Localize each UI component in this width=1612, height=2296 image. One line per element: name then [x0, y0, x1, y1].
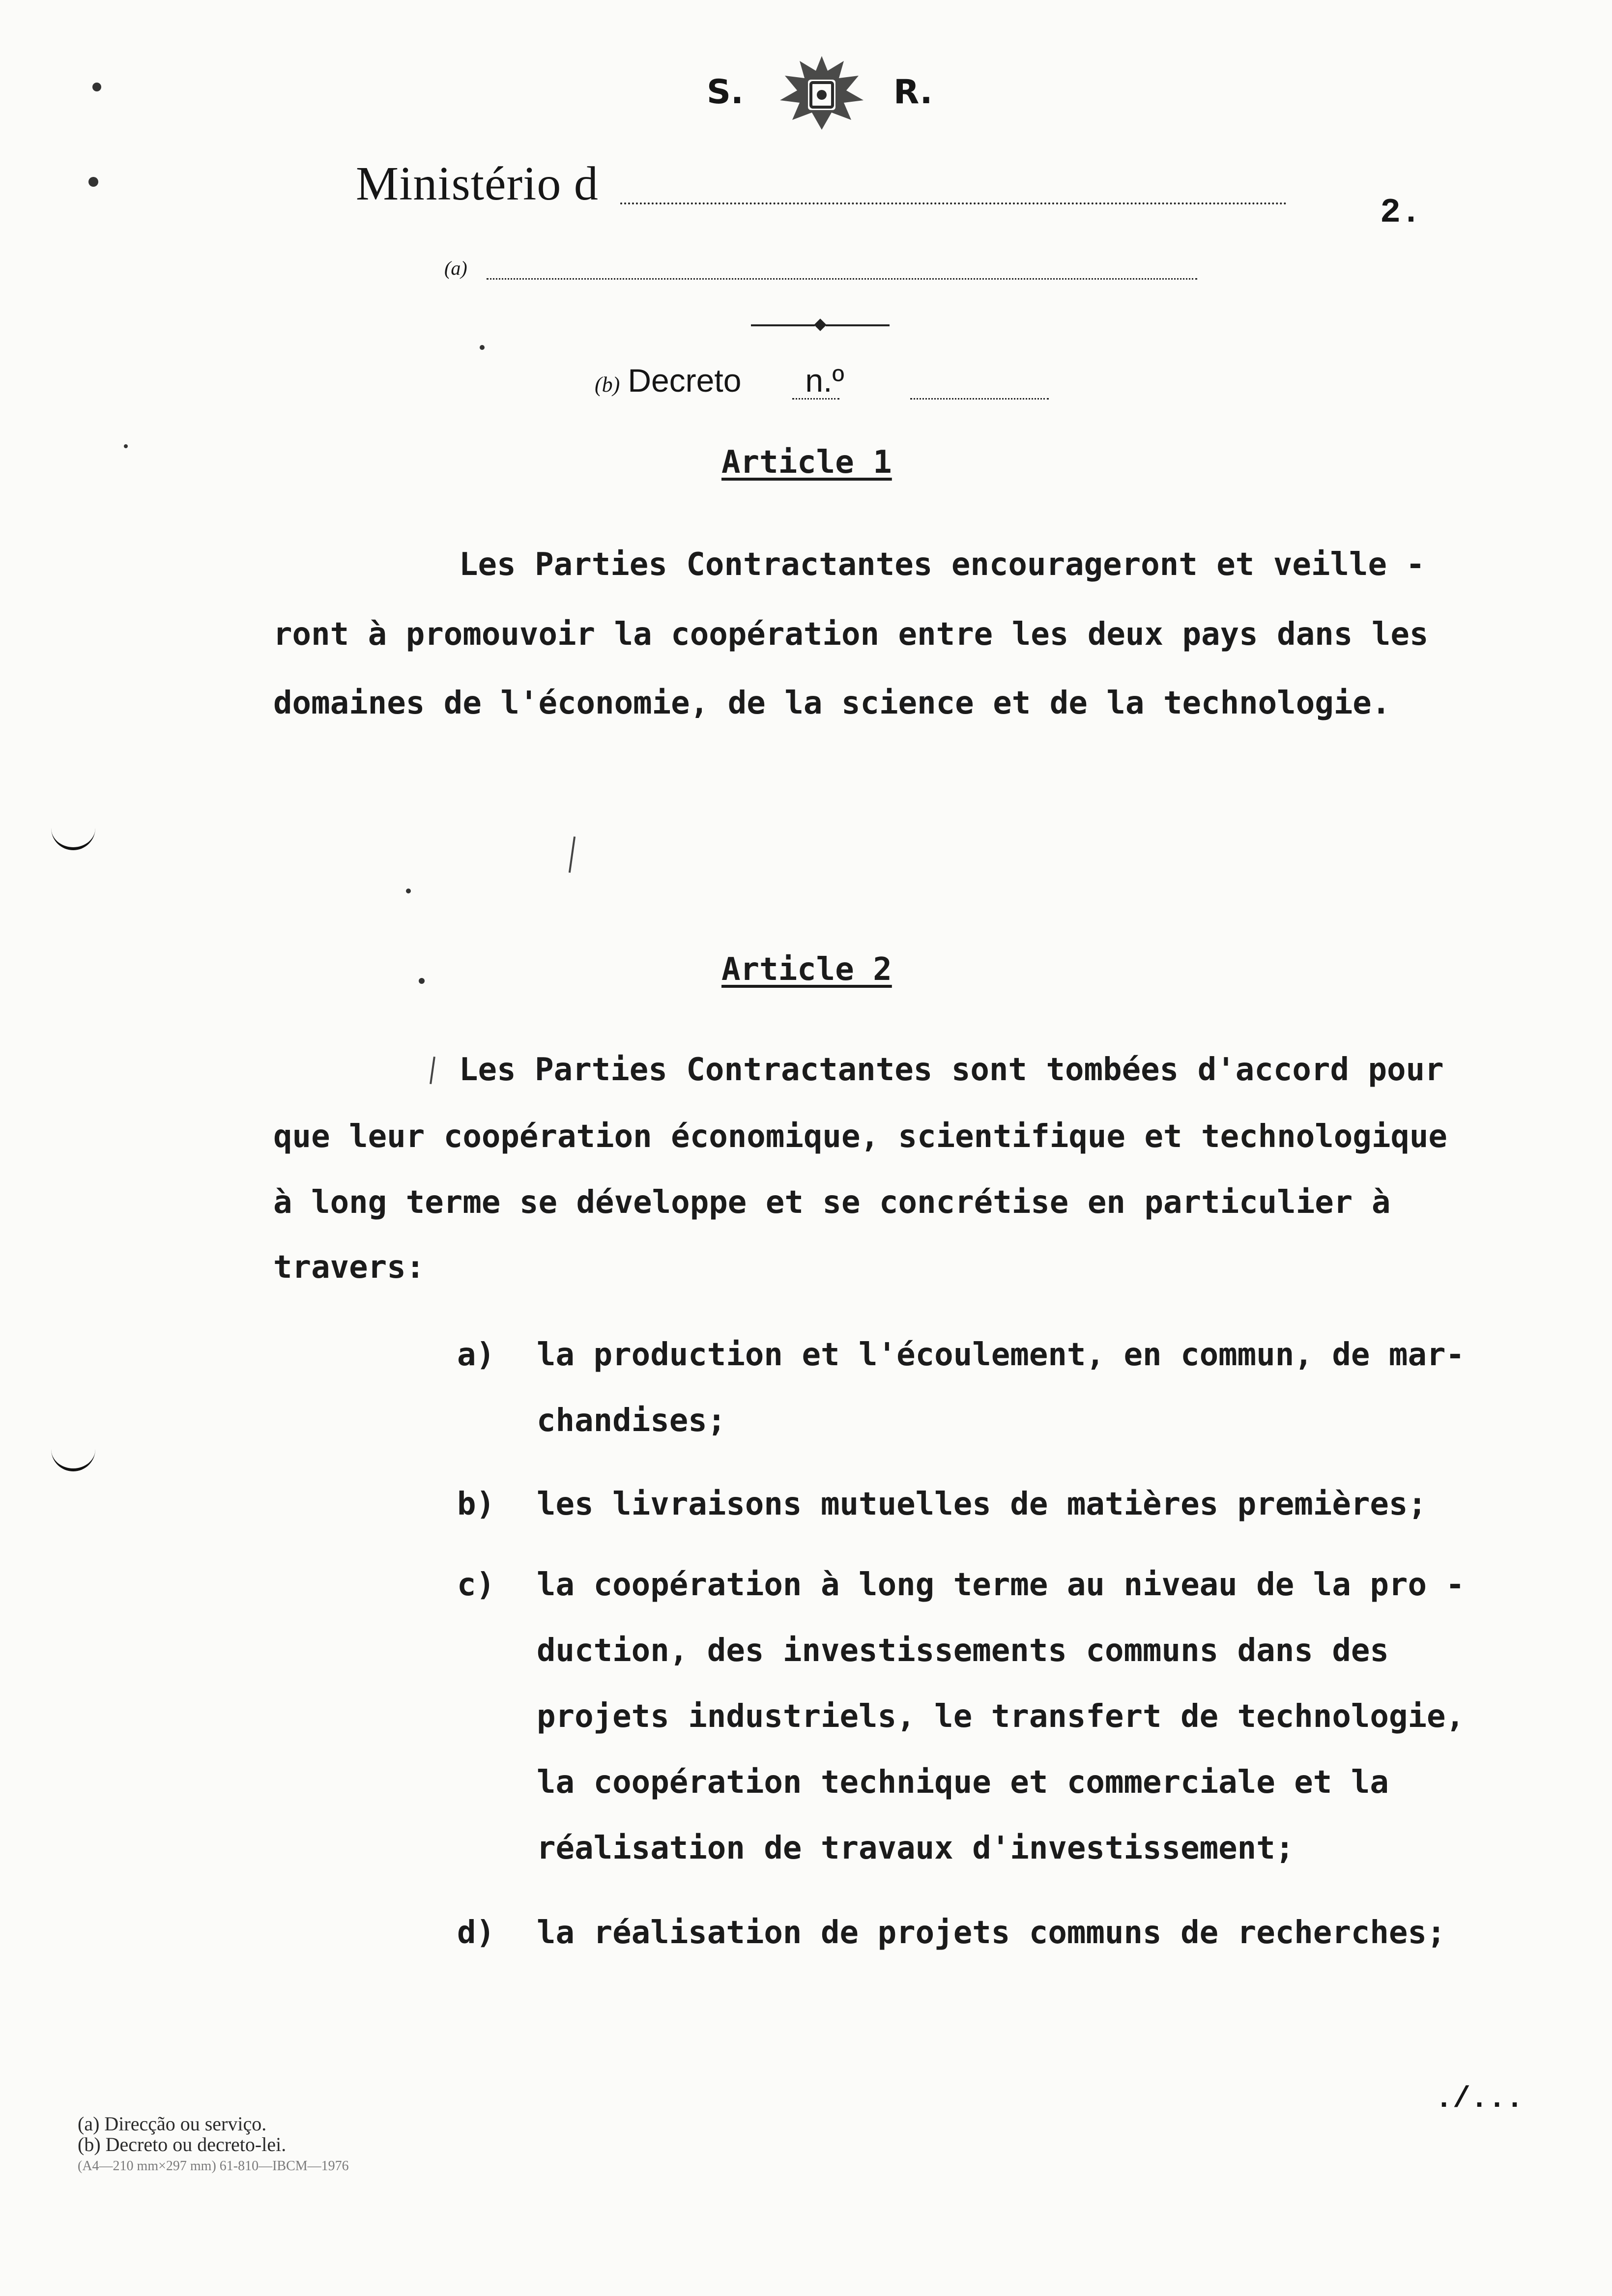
field-a-fill-line — [487, 278, 1197, 280]
ink-speck — [124, 444, 128, 448]
decreto-line — [595, 362, 844, 399]
ink-speck — [480, 345, 485, 350]
ink-speck — [419, 978, 425, 984]
decreto-number-label: n.º — [805, 362, 844, 399]
article1-line: Les Parties Contractantes encourageront et veille - — [459, 546, 1425, 583]
footnote-b: (b) Decreto ou decreto-lei. — [78, 2133, 287, 2155]
letterhead-r: R. — [893, 73, 933, 112]
page-number: 2. — [1380, 194, 1422, 232]
list-item-marker: a) — [457, 1337, 495, 1373]
article2-intro-line: travers: — [273, 1249, 425, 1286]
article2-intro-line: Les Parties Contractantes sont tombées d'accord pour — [459, 1052, 1444, 1088]
list-item-line: projets industriels, le transfert de technologie, — [537, 1698, 1465, 1735]
letterhead-s: S. — [707, 73, 744, 112]
list-item-line: réalisation de travaux d'investissement; — [537, 1830, 1295, 1866]
list-item-line: la coopération à long terme au niveau de la pro - — [537, 1567, 1465, 1603]
decreto-fill-line — [792, 398, 839, 400]
list-item-marker: b) — [457, 1486, 495, 1522]
list-item-line: duction, des investissements communs dans des — [537, 1633, 1389, 1669]
list-item-line: la production et l'écoulement, en commun, de mar- — [537, 1337, 1465, 1373]
list-item-line: les livraisons mutuelles de matières premières; — [537, 1486, 1427, 1522]
decreto-number-fill-line — [910, 398, 1049, 400]
ministry-label: Ministério d — [356, 157, 599, 210]
print-info: (A4—210 mm×297 mm) 61-810—IBCM—1976 — [78, 2158, 349, 2174]
list-item-marker: d) — [457, 1915, 495, 1951]
ministry-fill-line — [620, 202, 1287, 204]
list-item-line: la réalisation de projets communs de recherches; — [537, 1915, 1446, 1951]
list-item-marker: c) — [457, 1567, 495, 1603]
footnote-a: (a) Direcção ou serviço. — [78, 2113, 267, 2135]
continuation-mark: ./... — [1435, 2083, 1524, 2116]
article2-intro-line: que leur coopération économique, scientifique et technologique — [273, 1119, 1447, 1155]
list-item-line: la coopération technique et commerciale et la — [537, 1764, 1389, 1801]
pencil-stroke — [430, 1057, 435, 1084]
coat-of-arms-emblem — [773, 51, 871, 135]
article2-heading: Article 2 — [721, 951, 892, 988]
article1-line: ront à promouvoir la coopération entre les deux pays dans les — [273, 616, 1429, 653]
article1-line: domaines de l'économie, de la science et de la technologie. — [273, 685, 1391, 721]
ink-speck — [406, 889, 411, 893]
pencil-stroke — [569, 836, 576, 873]
divider-rule-right — [826, 324, 890, 326]
article1-heading: Article 1 — [721, 444, 892, 481]
field-a-label: (a) — [444, 257, 467, 279]
punch-hole-mark — [51, 1447, 95, 1471]
ink-speck — [88, 177, 98, 187]
decreto-label: Decreto — [628, 362, 742, 399]
list-item-line: chandises; — [537, 1403, 726, 1439]
divider-rule-left — [751, 324, 815, 326]
divider-diamond — [814, 318, 826, 331]
punch-hole-mark — [51, 826, 95, 850]
decreto-prefix: (b) — [595, 373, 620, 397]
ink-speck — [92, 83, 101, 91]
article2-intro-line: à long terme se développe et se concrétise en particulier à — [273, 1184, 1391, 1221]
